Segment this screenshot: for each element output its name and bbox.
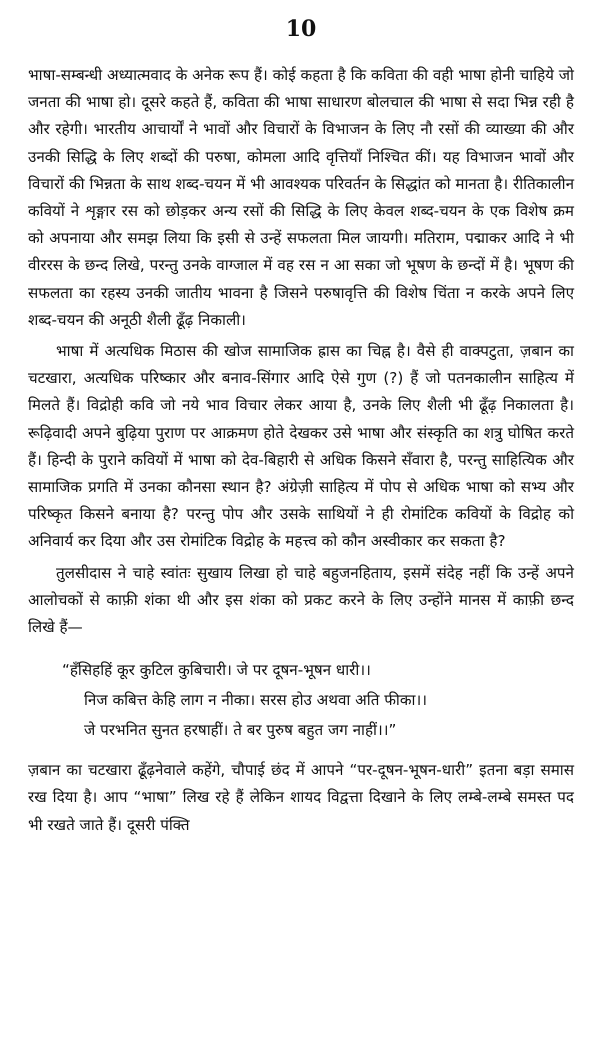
verse-line-2: निज कबित्त केहि लाग न नीका। सरस होउ अथवा अति फीका।।	[84, 691, 427, 710]
page-number: 10	[285, 16, 317, 42]
paragraph-3: तुलसीदास ने चाहे स्वांतः सुखाय लिखा हो चाहे बहुजनहिताय, इसमें संदेह नहीं कि उन्हें अपने आलोचकों से काफ़ी शंका थी और इस शंका को प्रकट करने के लिए उन्होंने मानस में काफ़ी छन्द लिखे हैं—	[28, 563, 574, 637]
closing-paragraph: ज़बान का चटखारा ढूँढ़नेवाले कहेंगे, चौपाई छंद में आपने “पर-दूषन-भूषन-धारी” इतना बड़ा समास रख दिया है। आप “भाषा” लिख रहे हैं लेकिन शायद विद्वत्ता दिखाने के लिए लम्बे-लम्बे समस्त पद भी रखते जाते हैं। दूसरी पंक्ति	[28, 761, 574, 834]
verse-block	[62, 655, 574, 745]
paragraph-1: भाषा-सम्बन्धी अध्यात्मवाद के अनेक रूप हैं। कोई कहता है कि कविता की वही भाषा होनी चाहिये जो जनता की भाषा हो। दूसरे कहते हैं, कविता की भाषा साधारण बोलचाल की भाषा से सदा भिन्न रही है और रहेगी। भारतीय आचार्यों ने भावों और विचारों के विभाजन के लिए नौ रसों की व्याख्या की और उनकी सिद्धि के लिए शब्दों की परुषा, कोमला आदि वृत्तियाँ निश्चित कीं। यह विभाजन भावों और विचारों की भिन्नता के साथ शब्द-चयन में भी आवश्यक परिवर्तन के सिद्धांत को मानता है। रीतिकालीन कवियों ने शृङ्गार रस को छोड़कर अन्य रसों की सिद्धि के लिए केवल शब्द-चयन के एक विशेष क्रम को अपनाया और समझ लिया कि इसी से उन्हें सफलता मिल जायगी। मतिराम, पद्माकर आदि ने भी वीररस के छन्द लिखे, परन्तु उनके वाग्जाल में वह रस न आ सका जो भूषण के छन्दों में है। भूषण की सफलता का रहस्य उनकी जातीय भावना है जिसने परुषावृत्ति की विशेष चिंता न करके अपने लिए शब्द-चयन की अनूठी शैली ढूँढ़ निकाली।	[28, 66, 574, 329]
verse-line-1: “हँसिहहिं कूर कुटिल कुबिचारी। जे पर दूषन-भूषन धारी।।	[62, 661, 371, 680]
paragraph-2: भाषा में अत्यधिक मिठास की खोज सामाजिक ह्रास का चिह्न है। वैसे ही वाक्पटुता, ज़बान का चटखारा, अत्यधिक परिष्कार और बनाव-सिंगार आदि ऐसे गुण (?) हैं जो पतनकालीन साहित्य में मिलते हैं। विद्रोही कवि जो नये भाव विचार लेकर आया है, उनके लिए शैली भी ढूँढ़ निकालता है। रूढ़िवादी अपने बुढ़िया पुराण पर आक्रमण होते देखकर उसे भाषा और संस्कृति का शत्रु घोषित करते हैं। हिन्दी के पुराने कवियों में भाषा को देव-बिहारी से अधिक किसने सँवारा है, परन्तु साहित्यिक और सामाजिक प्रगति में उनका कौनसा स्थान है? अंग्रेज़ी साहित्य में पोप से अधिक भाषा को सभ्य और परिष्कृत किसने बनाया है? परन्तु पोप और उसके साथियों ने ही रोमांटिक कवियों के विद्रोह को अनिवार्य कर दिया और उस रोमांटिक विद्रोह के महत्त्व को कौन अस्वीकार कर सकता है?	[28, 342, 574, 551]
verse-line-3: जे परभनित सुनत हरषाहीं। ते बर पुरुष बहुत जग नाहीं।।”	[84, 721, 397, 740]
